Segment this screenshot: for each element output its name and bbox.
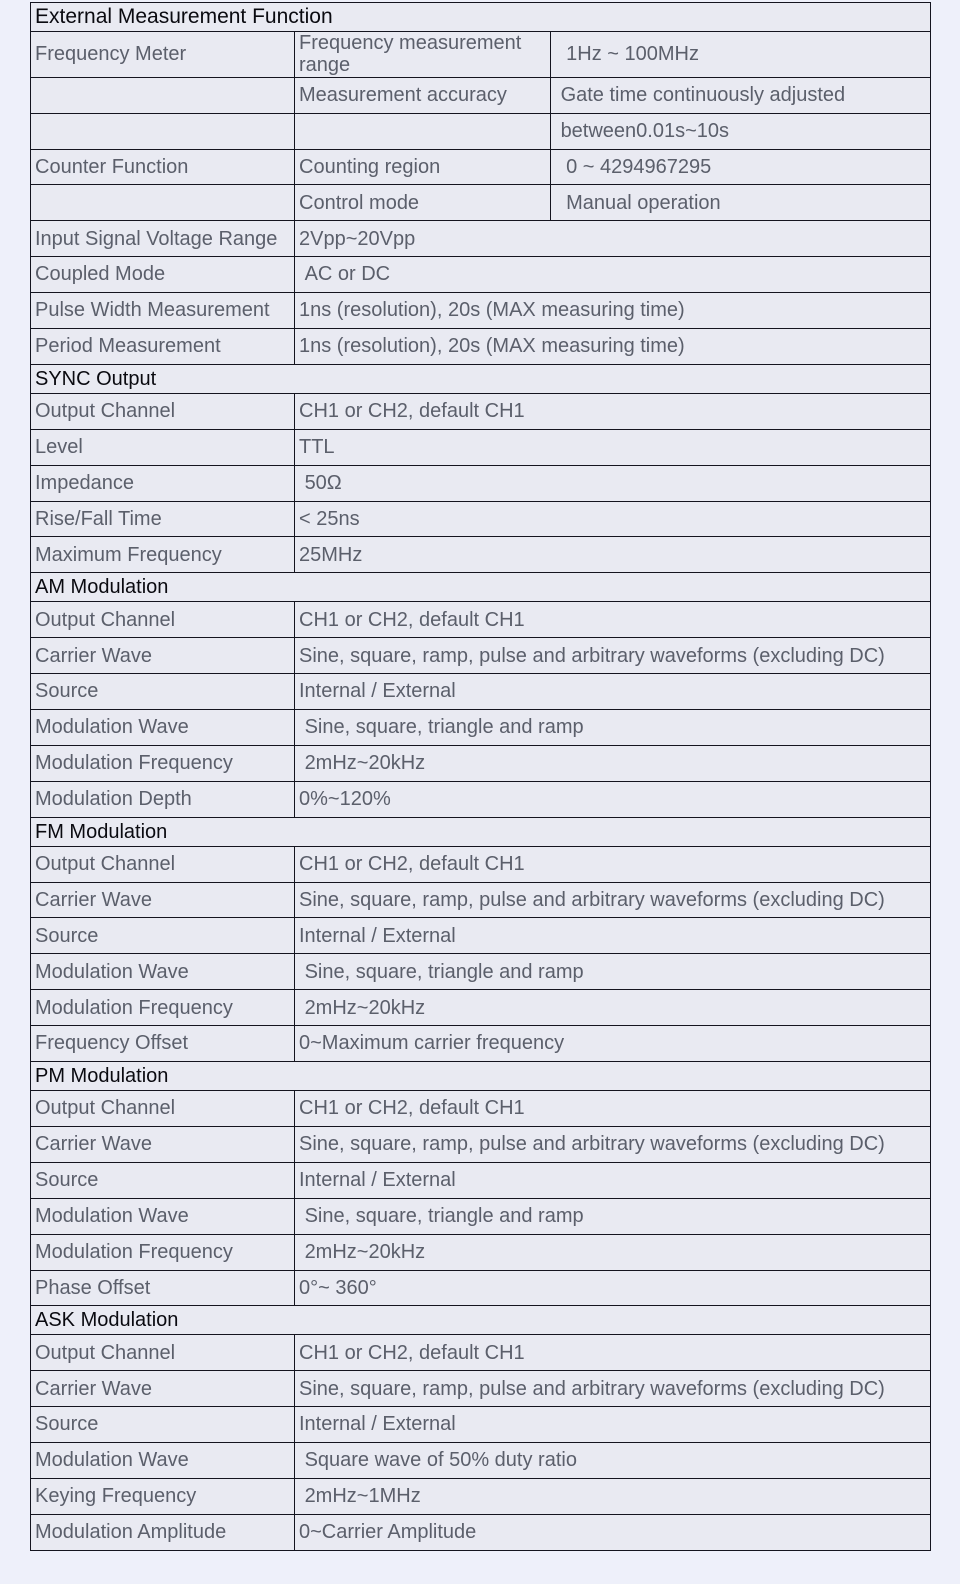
spec-value-cell: Internal / External — [295, 674, 931, 710]
spec-value-cell: 2Vpp~20Vpp — [295, 221, 931, 257]
spec-label-cell: Modulation Amplitude — [31, 1514, 295, 1550]
section-header-row — [31, 1306, 931, 1335]
section-header-row — [31, 364, 931, 393]
spec-label-cell: Counter Function — [31, 149, 295, 185]
spec-label-cell: Modulation Frequency — [31, 990, 295, 1026]
spec-value-cell: Sine, square, ramp, pulse and arbitrary waveforms (excluding DC) — [295, 638, 931, 674]
spec-label-cell: Impedance — [31, 465, 295, 501]
table-row — [31, 638, 931, 674]
table-row — [31, 954, 931, 990]
spec-label-cell: Phase Offset — [31, 1270, 295, 1306]
spec-value-cell: CH1 or CH2, default CH1 — [295, 393, 931, 429]
table-row — [31, 1443, 931, 1479]
spec-value-cell: Sine, square, triangle and ramp — [295, 954, 931, 990]
table-row — [31, 710, 931, 746]
table-row — [31, 429, 931, 465]
section-header: AM Modulation — [31, 573, 931, 602]
spec-value-cell: Internal / External — [295, 1407, 931, 1443]
spec-value-cell: Sine, square, triangle and ramp — [295, 710, 931, 746]
table-row — [31, 393, 931, 429]
spec-value-cell: Control mode — [295, 185, 551, 221]
table-row — [31, 501, 931, 537]
spec-value-cell: Sine, square, ramp, pulse and arbitrary waveforms (excluding DC) — [295, 1126, 931, 1162]
spec-value-cell: Manual operation — [551, 185, 931, 221]
table-row — [31, 990, 931, 1026]
section-header-row — [31, 1062, 931, 1091]
table-row — [31, 602, 931, 638]
table-row — [31, 1478, 931, 1514]
spec-value-cell: Internal / External — [295, 918, 931, 954]
table-row — [31, 77, 931, 113]
spec-value-cell: CH1 or CH2, default CH1 — [295, 1335, 931, 1371]
table-row — [31, 32, 931, 78]
spec-value-cell: 1ns (resolution), 20s (MAX measuring time) — [295, 329, 931, 365]
spec-value-cell: between0.01s~10s — [551, 113, 931, 149]
spec-label-cell: Source — [31, 674, 295, 710]
spec-label-cell: Modulation Frequency — [31, 745, 295, 781]
spec-value-cell: 2mHz~20kHz — [295, 990, 931, 1026]
spec-value-cell: 25MHz — [295, 537, 931, 573]
table-row — [31, 1198, 931, 1234]
spec-value-cell: Sine, square, triangle and ramp — [295, 1198, 931, 1234]
spec-value-cell: 0 ~ 4294967295 — [551, 149, 931, 185]
section-header: PM Modulation — [31, 1062, 931, 1091]
table-row — [31, 185, 931, 221]
spec-label-cell: Output Channel — [31, 1091, 295, 1127]
spec-value-cell: 0°~ 360° — [295, 1270, 931, 1306]
spec-label-cell: Carrier Wave — [31, 1371, 295, 1407]
spec-label-cell: Output Channel — [31, 846, 295, 882]
section-header: SYNC Output — [31, 364, 931, 393]
spec-value-cell: 0~Maximum carrier frequency — [295, 1026, 931, 1062]
section-header-row — [31, 573, 931, 602]
section-header: FM Modulation — [31, 817, 931, 846]
spec-label-cell: Modulation Frequency — [31, 1234, 295, 1270]
spec-label-cell: Carrier Wave — [31, 1126, 295, 1162]
table-title-row — [31, 3, 931, 32]
spec-value-cell: 50Ω — [295, 465, 931, 501]
table-row — [31, 465, 931, 501]
spec-value-cell: Sine, square, ramp, pulse and arbitrary waveforms (excluding DC) — [295, 882, 931, 918]
spec-value-cell: Gate time continuously adjusted — [551, 77, 931, 113]
table-row — [31, 882, 931, 918]
spec-label-cell: Source — [31, 918, 295, 954]
table-row — [31, 293, 931, 329]
table-row — [31, 221, 931, 257]
table-row — [31, 1126, 931, 1162]
spec-label-cell: Source — [31, 1162, 295, 1198]
spec-label-cell: Maximum Frequency — [31, 537, 295, 573]
spec-value-cell: 2mHz~20kHz — [295, 745, 931, 781]
table-title: External Measurement Function — [31, 3, 931, 32]
spec-label-cell: Keying Frequency — [31, 1478, 295, 1514]
spec-value-cell: AC or DC — [295, 257, 931, 293]
table-row — [31, 149, 931, 185]
table-row — [31, 1335, 931, 1371]
spec-label-cell: Modulation Wave — [31, 710, 295, 746]
spec-label-cell: Coupled Mode — [31, 257, 295, 293]
table-row — [31, 1026, 931, 1062]
spec-label-cell: Modulation Depth — [31, 781, 295, 817]
spec-value-cell: Internal / External — [295, 1162, 931, 1198]
table-row — [31, 846, 931, 882]
spec-value-cell: Measurement accuracy — [295, 77, 551, 113]
spec-value-cell: Square wave of 50% duty ratio — [295, 1443, 931, 1479]
spec-value-cell: 0~Carrier Amplitude — [295, 1514, 931, 1550]
spec-label-cell: Input Signal Voltage Range — [31, 221, 295, 257]
spec-label-cell: Source — [31, 1407, 295, 1443]
table-row — [31, 918, 931, 954]
spec-label-cell — [31, 185, 295, 221]
table-row — [31, 537, 931, 573]
spec-label-cell: Output Channel — [31, 1335, 295, 1371]
table-row — [31, 1371, 931, 1407]
spec-value-cell: 1Hz ~ 100MHz — [551, 32, 931, 78]
spec-label-cell: Modulation Wave — [31, 954, 295, 990]
spec-value-cell: 0%~120% — [295, 781, 931, 817]
table-row — [31, 745, 931, 781]
table-row — [31, 329, 931, 365]
spec-label-cell — [31, 113, 295, 149]
spec-value-cell: Counting region — [295, 149, 551, 185]
spec-value-cell: Frequency measurement range — [295, 32, 551, 78]
table-row — [31, 1234, 931, 1270]
spec-value-cell — [295, 113, 551, 149]
spec-label-cell: Level — [31, 429, 295, 465]
table-row — [31, 257, 931, 293]
spec-value-cell: < 25ns — [295, 501, 931, 537]
table-row — [31, 1091, 931, 1127]
spec-value-cell: Sine, square, ramp, pulse and arbitrary waveforms (excluding DC) — [295, 1371, 931, 1407]
section-header: ASK Modulation — [31, 1306, 931, 1335]
spec-value-cell: CH1 or CH2, default CH1 — [295, 846, 931, 882]
external-measurement-spec-table — [30, 2, 931, 1551]
spec-value-cell: 2mHz~1MHz — [295, 1478, 931, 1514]
spec-label-cell: Modulation Wave — [31, 1198, 295, 1234]
table-row — [31, 1514, 931, 1550]
spec-label-cell: Frequency Meter — [31, 32, 295, 78]
spec-label-cell: Carrier Wave — [31, 638, 295, 674]
spec-label-cell: Pulse Width Measurement — [31, 293, 295, 329]
table-row — [31, 113, 931, 149]
table-row — [31, 674, 931, 710]
spec-value-cell: CH1 or CH2, default CH1 — [295, 1091, 931, 1127]
spec-label-cell — [31, 77, 295, 113]
spec-value-cell: 2mHz~20kHz — [295, 1234, 931, 1270]
spec-value-cell: TTL — [295, 429, 931, 465]
spec-label-cell: Modulation Wave — [31, 1443, 295, 1479]
spec-label-cell: Period Measurement — [31, 329, 295, 365]
spec-label-cell: Frequency Offset — [31, 1026, 295, 1062]
spec-label-cell: Output Channel — [31, 602, 295, 638]
spec-value-cell: 1ns (resolution), 20s (MAX measuring time) — [295, 293, 931, 329]
spec-label-cell: Carrier Wave — [31, 882, 295, 918]
spec-label-cell: Output Channel — [31, 393, 295, 429]
spec-table-body — [31, 3, 931, 1551]
table-row — [31, 781, 931, 817]
section-header-row — [31, 817, 931, 846]
table-row — [31, 1407, 931, 1443]
table-row — [31, 1162, 931, 1198]
spec-value-cell: CH1 or CH2, default CH1 — [295, 602, 931, 638]
table-row — [31, 1270, 931, 1306]
spec-label-cell: Rise/Fall Time — [31, 501, 295, 537]
